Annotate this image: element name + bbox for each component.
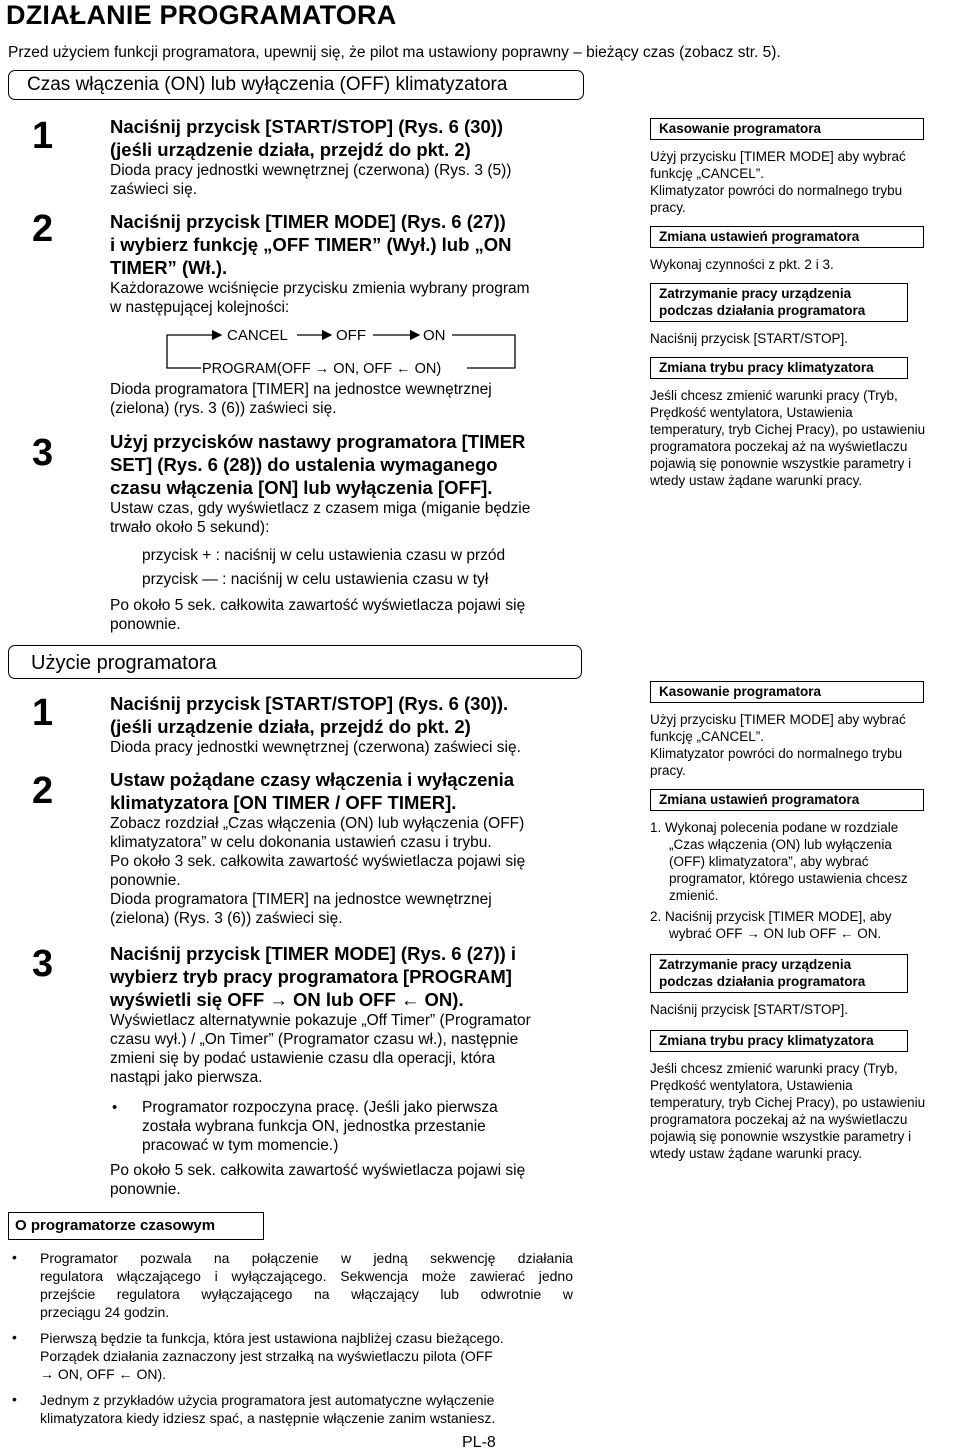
arrow-on-to-program [452, 335, 515, 368]
side-notes-2 [650, 681, 955, 1162]
side-change-heading: Zmiana ustawień programatora [650, 226, 924, 248]
usage-step-3-text-3: zmieni się by podać ustawienie czasu dla operacji, która [110, 1050, 496, 1067]
side2-mode-2: Prędkość wentylatora, Ustawienia [650, 1078, 853, 1093]
step-3-after [110, 596, 525, 634]
side2-stop-heading-1: Zatrzymanie pracy urządzenia [659, 957, 852, 972]
usage-step-2-text-1: Zobacz rozdział „Czas włączenia (ON) lub wyłączenia (OFF) [110, 815, 525, 832]
side2-change-1-2: „Czas włączenia (ON) lub wyłączenia [669, 837, 892, 852]
usage-step-3-bold-1: Naciśnij przycisk [TIMER MODE] (Rys. 6 (27)) i [110, 943, 517, 964]
step-3-text-2: trwało około 5 sekund): [110, 519, 270, 536]
minus-button-line: przycisk — : naciśnij w celu ustawienia czasu w tył [142, 571, 489, 588]
section-heading-timer [8, 70, 584, 100]
side-mode-1: Jeśli chcesz zmienić warunki pracy (Tryb, [650, 388, 898, 403]
about-b1-2: regulatora włączającego i wyłączającego. Sekwencja może zawierać jedno [40, 1268, 573, 1284]
diagram-cancel-label: CANCEL [227, 327, 288, 344]
about-b3-2: klimatyzatora kiedy idziesz spać, a następnie włączenie zanim wstaniesz. [40, 1410, 496, 1426]
side-stop-heading-2: podczas działania programatora [659, 303, 866, 318]
side2-change-1-1: 1. Wykonaj polecenia podane w rozdziale [650, 820, 899, 835]
usage-step-3-bullet [142, 1098, 498, 1155]
plus-button-line: przycisk + : naciśnij w celu ustawienia czasu w przód [142, 547, 506, 564]
side-mode-4: programatora poczekaj aż na wyświetlaczu [650, 439, 908, 454]
side2-mode-heading: Zmiana trybu pracy klimatyzatora [650, 1030, 908, 1052]
side-mode-3: temperatury, tryb Cichej Pracy), po ustawieniu [650, 422, 926, 437]
diagram-program-label: PROGRAM(OFF → ON, OFF ← ON) [202, 361, 442, 376]
side-notes-1 [650, 118, 955, 489]
usage-step-3-bullet-1: • Programator rozpoczyna pracę. (Jeśli jako pierwsza [142, 1098, 498, 1117]
diagram-off-label: OFF [336, 327, 366, 344]
bullet-icon: • [12, 1329, 17, 1345]
side-cancel-4: pracy. [650, 200, 686, 215]
side2-cancel-2: funkcję „CANCEL”. [650, 729, 765, 744]
side-mode-2: Prędkość wentylatora, Ustawienia [650, 405, 853, 420]
step-2-after-1: Dioda programatora [TIMER] na jednostce wewnętrznej [110, 381, 492, 398]
intro-text: Przed użyciem funkcji programatora, upewnij się, że pilot ma ustawiony poprawny – bieżący czas (zobacz str. 5). [8, 44, 781, 61]
usage-step-1-block [110, 692, 521, 757]
usage-step-2-text-3: Po około 3 sek. całkowita zawartość wyświetlacza pojawi się [110, 853, 526, 870]
timer-mode-cycle-diagram [165, 326, 517, 376]
step-2-text-1: Każdorazowe wciśnięcie przycisku zmienia wybrany program [110, 280, 530, 297]
step-2-bold-2: i wybierz funkcję „OFF TIMER” (Wył.) lub „ON [110, 234, 512, 255]
about-b2-3: → ON, OFF ← ON). [40, 1366, 166, 1382]
step-3-block [110, 430, 530, 537]
side-mode-heading: Zmiana trybu pracy klimatyzatora [650, 357, 908, 379]
usage-step-2-text-4: ponownie. [110, 872, 181, 889]
step-2-bold-1: Naciśnij przycisk [TIMER MODE] (Rys. 6 (27)) [110, 211, 506, 232]
step-3-after-2: ponownie. [110, 616, 181, 633]
about-heading-box [8, 1212, 264, 1240]
usage-step-2-text-5: Dioda programatora [TIMER] na jednostce wewnętrznej [110, 891, 492, 908]
step-3-bold-2: SET] (Rys. 6 (28)) do ustalenia wymaganego [110, 454, 498, 475]
side2-cancel-4: pracy. [650, 763, 686, 778]
page-title: DZIAŁANIE PROGRAMATORA [6, 0, 397, 30]
step-number: 3 [32, 432, 54, 474]
step-2-after-2: (zielona) (rys. 3 (6)) zaświeci się. [110, 400, 337, 417]
step-2-after [110, 380, 492, 418]
section-heading-usage [8, 645, 582, 679]
side2-change-1-5: zmienić. [669, 888, 719, 903]
usage-step-3-text-2: czasu wył.) / „On Timer” (Programator czasu wł.), następnie [110, 1031, 519, 1048]
about-list [12, 1249, 573, 1427]
step-3-text-1: Ustaw czas, gdy wyświetlacz z czasem miga (miganie będzie [110, 500, 531, 517]
step-3-bold-3: czasu włączenia [ON] lub wyłączenia [OFF]. [110, 477, 493, 498]
side2-stop-heading-2: podczas działania programatora [659, 974, 866, 989]
usage-step-3-bullet-3: pracować w tym momencie.) [142, 1137, 339, 1154]
step-3-after-1: Po około 5 sek. całkowita zawartość wyświetlacza pojawi się [110, 597, 526, 614]
about-bullet-3 [12, 1391, 573, 1427]
step-2-block [110, 210, 530, 317]
side-stop-heading-1: Zatrzymanie pracy urządzenia [659, 286, 852, 301]
side2-change-1-3: (OFF) klimatyzatora”, aby wybrać [669, 854, 869, 869]
side2-mode-5: pojawią się ponownie wszystkie parametry i [650, 1129, 912, 1144]
side-stop-1: Naciśnij przycisk [START/STOP]. [650, 331, 849, 346]
section-heading-label: Użycie programatora [31, 652, 217, 674]
side2-change-2-1: 2. Naciśnij przycisk [TIMER MODE], aby [650, 909, 892, 924]
side2-cancel-heading: Kasowanie programatora [650, 681, 924, 703]
usage-step-2-text-2: klimatyzatora” w celu dokonania ustawień czasu i trybu. [110, 834, 492, 851]
step-3-bold-1: Użyj przycisków nastawy programatora [TIMER [110, 431, 526, 452]
about-b1-3: przejście regulatora wyłączającego na włączający lub odwrotnie w [40, 1286, 573, 1302]
section-heading-label: Czas włączenia (ON) lub wyłączenia (OFF) klimatyzatora [27, 74, 508, 95]
side2-stop-heading [650, 954, 908, 993]
usage-step-3-after-1: Po około 5 sek. całkowita zawartość wyświetlacza pojawi się [110, 1162, 526, 1179]
side-cancel-1: Użyj przycisku [TIMER MODE] aby wybrać [650, 149, 906, 164]
step-number: 2 [32, 208, 54, 250]
about-b3-1: Jednym z przykładów użycia programatora jest automatyczne wyłączenie [40, 1392, 495, 1408]
usage-step-3-after [110, 1161, 525, 1199]
usage-step-2-text-6: (zielona) (Rys. 3 (6)) zaświeci się. [110, 910, 343, 927]
side2-change-heading: Zmiana ustawień programatora [650, 789, 924, 811]
usage-step-3-bold-2: wybierz tryb pracy programatora [PROGRAM] [110, 966, 512, 987]
usage-step-3-text-4: nastąpi jako pierwsza. [110, 1069, 263, 1086]
usage-step-3-text-1: Wyświetlacz alternatywnie pokazuje „Off Timer” (Programator [110, 1012, 531, 1029]
about-bullet-1 [12, 1249, 573, 1321]
about-b1-1: Programator pozwala na połączenie w jedną sekwencję działania [40, 1250, 573, 1266]
side2-stop-1: Naciśnij przycisk [START/STOP]. [650, 1002, 849, 1017]
side2-mode-4: programatora poczekaj aż na wyświetlaczu [650, 1112, 908, 1127]
step-1-block [110, 115, 511, 199]
step-1-bold-2: (jeśli urządzenie działa, przejdź do pkt. 2) [110, 139, 471, 160]
about-b2-1: Pierwszą będzie ta funkcja, która jest ustawiona najbliżej czasu bieżącego. [40, 1330, 504, 1346]
side2-change-2-2: wybrać OFF → ON lub OFF ← ON. [669, 926, 882, 941]
side2-cancel-3: Klimatyzator powróci do normalnego trybu [650, 746, 903, 761]
about-heading: O programatorze czasowym [15, 1217, 216, 1234]
diagram-on-label: ON [423, 327, 446, 344]
bullet-icon: • [12, 1391, 17, 1407]
about-b1-4: przeciągu 24 godzin. [40, 1304, 170, 1320]
side2-mode-1: Jeśli chcesz zmienić warunki pracy (Tryb, [650, 1061, 898, 1076]
side-stop-heading [650, 283, 908, 322]
side2-mode-3: temperatury, tryb Cichej Pracy), po ustawieniu [650, 1095, 926, 1110]
side2-mode-6: wtedy ustaw żądane warunki pracy. [650, 1146, 863, 1161]
step-number: 2 [32, 770, 54, 812]
usage-step-3-bold-3: wyświetli się OFF → ON lub OFF ← ON). [110, 989, 464, 1010]
side-cancel-3: Klimatyzator powróci do normalnego trybu [650, 183, 903, 198]
usage-step-2-bold-2: klimatyzatora [ON TIMER / OFF TIMER]. [110, 792, 457, 813]
usage-step-3-bullet-2: została wybrana funkcja ON, jednostka przestanie [142, 1118, 486, 1135]
step-2-text-2: w następującej kolejności: [110, 299, 290, 316]
step-number: 1 [32, 115, 54, 157]
step-number: 1 [32, 692, 54, 734]
usage-step-1-text-1: Dioda pracy jednostki wewnętrznej (czerwona) zaświeci się. [110, 739, 521, 756]
usage-step-3-after-2: ponownie. [110, 1181, 181, 1198]
about-b2-2: Porządek działania zaznaczony jest strzałką na wyświetlaczu pilota (OFF [40, 1348, 493, 1364]
usage-step-1-bold-1: Naciśnij przycisk [START/STOP] (Rys. 6 (30)). [110, 693, 509, 714]
about-bullet-2 [12, 1329, 573, 1383]
side-cancel-heading: Kasowanie programatora [650, 118, 924, 140]
step-1-text-1: Dioda pracy jednostki wewnętrznej (czerwona) (Rys. 3 (5)) [110, 162, 512, 179]
side2-cancel-1: Użyj przycisku [TIMER MODE] aby wybrać [650, 712, 906, 727]
usage-step-3-block [110, 942, 531, 1087]
bullet-icon: • [12, 1249, 17, 1265]
side-change-1: Wykonaj czynności z pkt. 2 i 3. [650, 257, 834, 272]
usage-step-2-block [110, 768, 525, 928]
page-number: PL-8 [462, 1434, 496, 1451]
step-2-bold-3: TIMER” (Wł.). [110, 257, 228, 278]
usage-step-2-bold-1: Ustaw pożądane czasy włączenia i wyłączenia [110, 769, 515, 790]
step-1-text-2: zaświeci się. [110, 181, 197, 198]
side-cancel-2: funkcję „CANCEL”. [650, 166, 765, 181]
usage-step-1-bold-2: (jeśli urządzenie działa, przejdź do pkt. 2) [110, 716, 471, 737]
side2-change-1-4: programator, którego ustawienia chcesz [669, 871, 908, 886]
side-mode-6: wtedy ustaw żądane warunki pracy. [650, 473, 863, 488]
side-mode-5: pojawią się ponownie wszystkie parametry i [650, 456, 912, 471]
step-1-bold-1: Naciśnij przycisk [START/STOP] (Rys. 6 (30)) [110, 116, 504, 137]
step-number: 3 [32, 943, 54, 985]
